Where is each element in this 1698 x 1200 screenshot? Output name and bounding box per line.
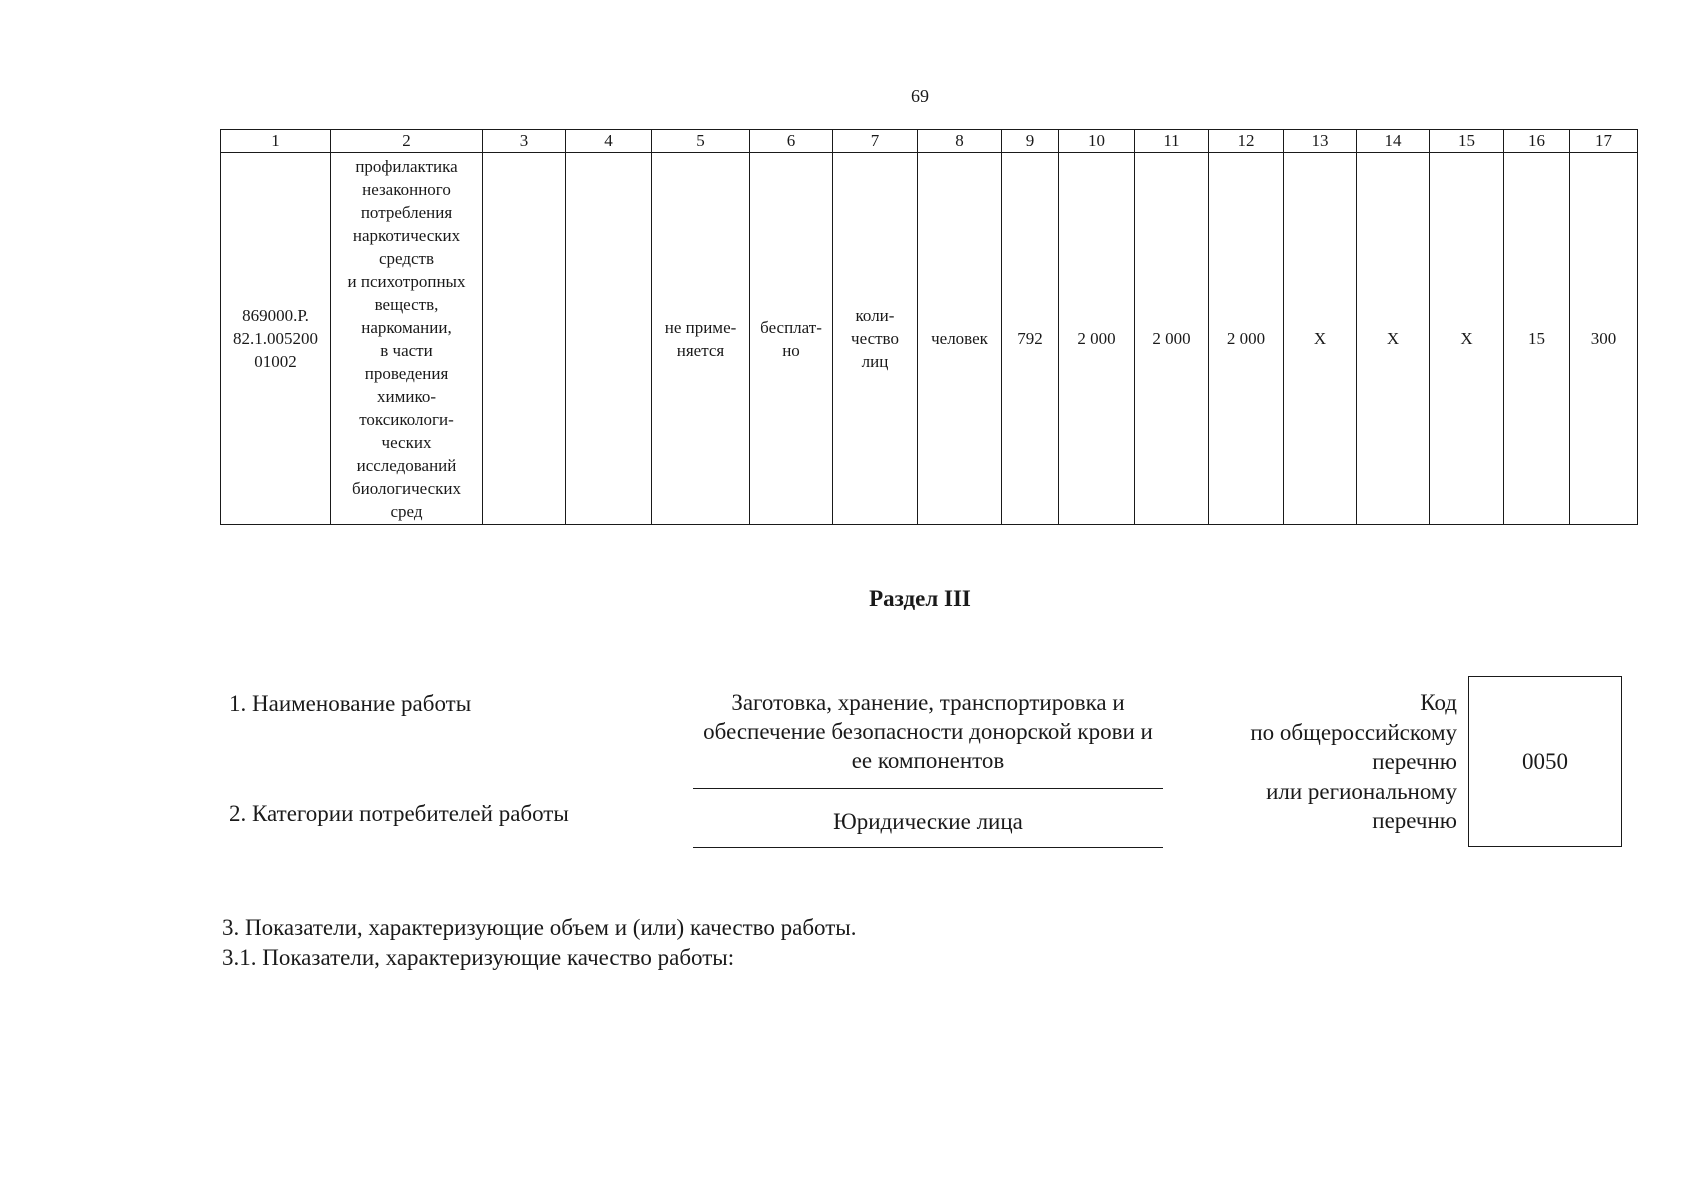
work-name-label: 1. Наименование работы	[229, 691, 472, 716]
indicator-name-cell: коли- чество лиц	[833, 153, 918, 525]
paragraph-indicators: 3. Показатели, характеризующие объем и (или) качество работы.	[222, 915, 857, 940]
table-cell	[483, 153, 566, 525]
code-box	[1468, 676, 1622, 847]
header-cell: 2	[331, 130, 483, 153]
header-cell: 6	[750, 130, 833, 153]
header-cell: 1	[221, 130, 331, 153]
header-cell: 16	[1504, 130, 1570, 153]
table-cell: 15	[1504, 153, 1570, 525]
table-row	[221, 153, 1638, 525]
table-cell: Х	[1357, 153, 1430, 525]
table-header-row	[221, 130, 1638, 153]
table-cell: 2 000	[1209, 153, 1284, 525]
header-cell: 10	[1059, 130, 1135, 153]
header-cell: 14	[1357, 130, 1430, 153]
table-cell: 2 000	[1135, 153, 1209, 525]
header-cell: 3	[483, 130, 566, 153]
header-cell: 13	[1284, 130, 1357, 153]
work-name-value: Заготовка, хранение, транспортировка и обеспечение безопасности донорской крови и ее компонентов	[693, 688, 1163, 789]
section-title: Раздел III	[869, 586, 971, 611]
table-cell: Х	[1284, 153, 1357, 525]
unit-cell: человек	[918, 153, 1002, 525]
table-cell: Х	[1430, 153, 1504, 525]
code-value: 0050	[1522, 748, 1568, 774]
header-cell: 8	[918, 130, 1002, 153]
table-cell	[566, 153, 652, 525]
table-cell: не приме- няется	[652, 153, 750, 525]
consumers-value: Юридические лица	[693, 807, 1163, 848]
header-cell: 4	[566, 130, 652, 153]
okei-code-cell: 792	[1002, 153, 1059, 525]
code-label: Код по общероссийскому перечню или региональному перечню	[1250, 690, 1457, 833]
work-content-cell: профилактика незаконного потребления наркотических средств и психотропных веществ, наркомании, в части проведения химико- токсикологи- ческих исследований биологических сред	[331, 153, 483, 525]
header-cell: 11	[1135, 130, 1209, 153]
registry-code-cell: 869000.Р. 82.1.005200 01002	[221, 153, 331, 525]
header-cell: 15	[1430, 130, 1504, 153]
page-number: 69	[911, 86, 929, 106]
header-cell: 5	[652, 130, 750, 153]
indicators-table	[220, 129, 1638, 525]
table-cell: 300	[1570, 153, 1638, 525]
header-cell: 9	[1002, 130, 1059, 153]
header-cell: 17	[1570, 130, 1638, 153]
consumers-label: 2. Категории потребителей работы	[229, 801, 569, 826]
table-cell: бесплат- но	[750, 153, 833, 525]
header-cell: 12	[1209, 130, 1284, 153]
header-cell: 7	[833, 130, 918, 153]
paragraph-quality-indicators: 3.1. Показатели, характеризующие качество работы:	[222, 945, 735, 970]
table-cell: 2 000	[1059, 153, 1135, 525]
